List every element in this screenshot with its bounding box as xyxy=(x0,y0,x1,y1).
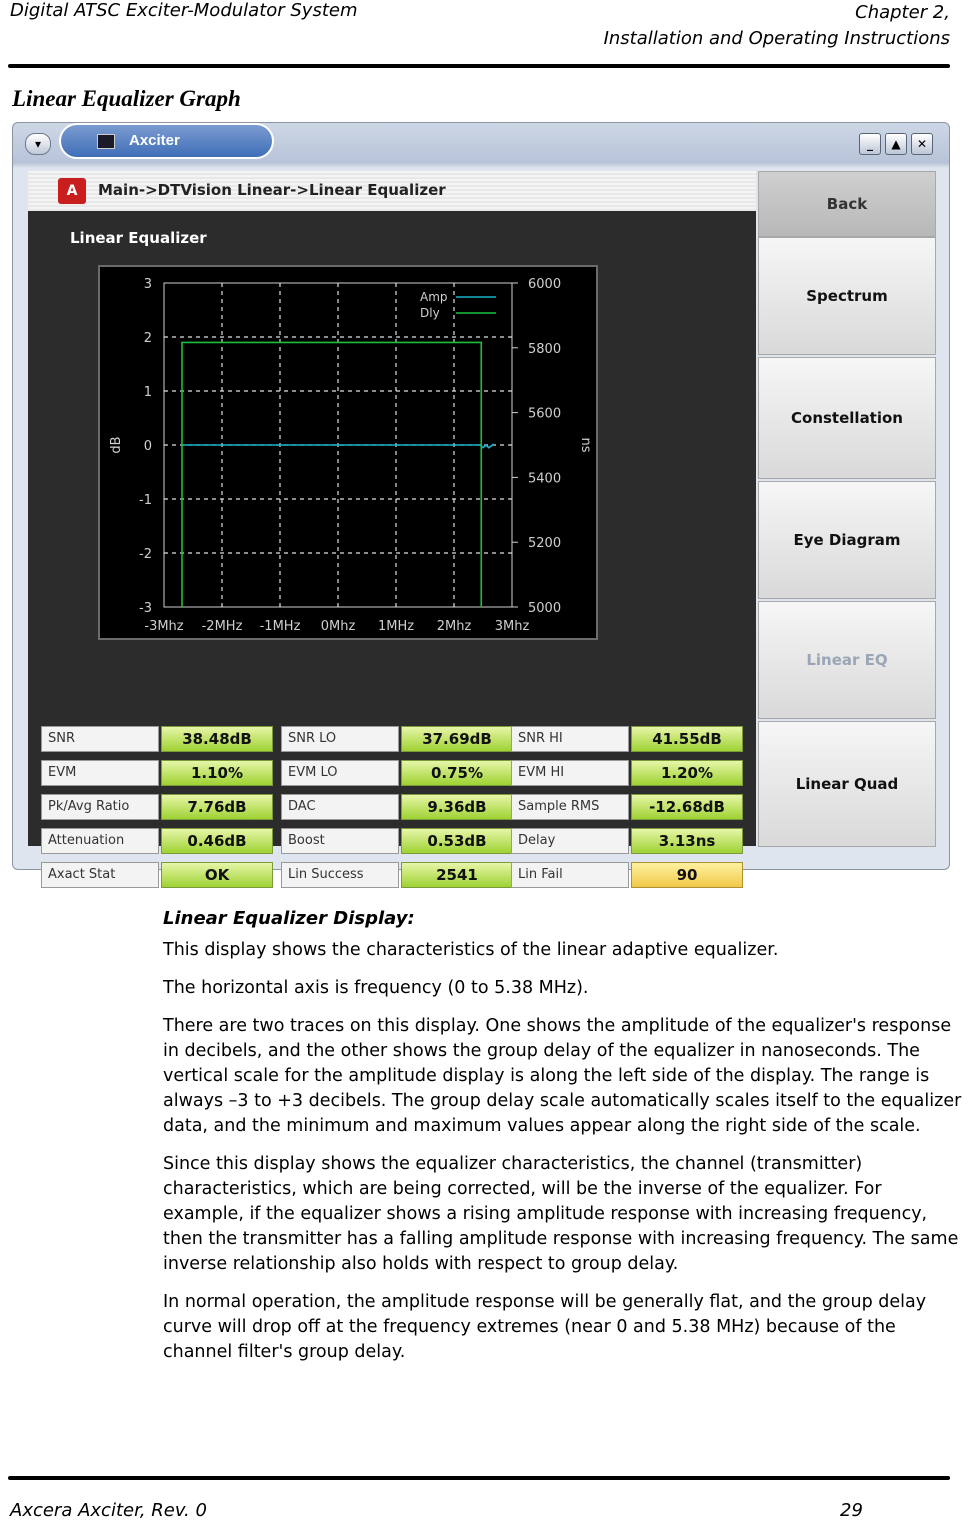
metric-value: 41.55dB xyxy=(631,726,743,752)
metric-label: Lin Fail xyxy=(511,862,629,888)
legend-label: Amp xyxy=(420,290,448,304)
metric-value: 1.20% xyxy=(631,760,743,786)
metric-label: Pk/Avg Ratio xyxy=(41,794,159,820)
y-right-axis-label: ns xyxy=(578,437,593,453)
metric-label: Delay xyxy=(511,828,629,854)
y-right-tick-label: 5200 xyxy=(528,536,562,552)
eye-diagram-button[interactable]: Eye Diagram xyxy=(758,481,936,599)
metric-value: 9.36dB xyxy=(401,794,513,820)
paragraph: In normal operation, the amplitude response will be generally flat, and the group delay curve will drop off at the frequency extremes (near 0 and 5.38 MHz) because of the channel filter's group delay. xyxy=(163,1292,927,1362)
header-document-title: Digital ATSC Exciter-Modulator System xyxy=(10,0,358,21)
x-tick-label: 1MHz xyxy=(377,619,415,634)
header-chapter-title: Installation and Operating Instructions xyxy=(603,28,950,49)
metric-label: SNR xyxy=(41,726,159,752)
equalizer-chart-svg xyxy=(100,267,596,638)
paragraph: There are two traces on this display. One shows the amplitude of the equalizer's response in decibels, and the other shows the group delay of the equalizer in nanoseconds. The vertical scale for the amplitude display is along the left side of the display. The range is always –3 to +3 decibels. The group delay scale automatically scales itself to the equalizer data, and the minimum and maximum values appear along the right side of the scale. xyxy=(163,1016,962,1136)
legend-label: Dly xyxy=(420,306,440,320)
metric-value: 90 xyxy=(631,862,743,888)
panel-title: Linear Equalizer xyxy=(70,229,207,247)
section-title: Linear Equalizer Graph xyxy=(12,86,241,111)
maximize-button[interactable] xyxy=(885,133,907,155)
metric-value: OK xyxy=(161,862,273,888)
constellation-button[interactable]: Constellation xyxy=(758,357,936,479)
metric-label: SNR HI xyxy=(511,726,629,752)
linear-quad-button[interactable]: Linear Quad xyxy=(758,721,936,847)
y-right-tick-label: 5600 xyxy=(528,406,562,422)
x-tick-label: 2Mhz xyxy=(436,619,472,634)
spectrum-button[interactable]: Spectrum xyxy=(758,237,936,355)
metric-label: EVM HI xyxy=(511,760,629,786)
x-tick-label: 0Mhz xyxy=(320,619,356,634)
equalizer-graph xyxy=(98,265,598,640)
paragraph: Since this display shows the equalizer characteristics, the channel (transmitter) characteristics, which are being corrected, will be the inverse of the equalizer. For example, if the equalizer shows a rising amplitude response with increasing frequency, then the transmitter has a falling amplitude response with increasing frequency. The same inverse relationship also holds with respect to group delay. xyxy=(163,1154,959,1274)
header-chapter-number: Chapter 2, xyxy=(855,2,950,23)
chevron-down-icon: ▾ xyxy=(34,137,42,151)
maximize-icon: ▲ xyxy=(891,137,901,151)
y-left-tick-label: -3 xyxy=(139,601,152,616)
x-tick-label: -3Mhz xyxy=(144,619,184,634)
metric-label: EVM LO xyxy=(281,760,399,786)
metric-label: Sample RMS xyxy=(511,794,629,820)
metric-value: 3.13ns xyxy=(631,828,743,854)
x-tick-label: -2MHz xyxy=(201,619,243,634)
y-right-tick-label: 5400 xyxy=(528,471,562,487)
metric-label: Attenuation xyxy=(41,828,159,854)
minimize-button[interactable] xyxy=(859,133,881,155)
metric-label: Boost xyxy=(281,828,399,854)
header-chapter xyxy=(604,0,950,52)
y-left-tick-label: 0 xyxy=(143,439,152,454)
metric-value: 0.53dB xyxy=(401,828,513,854)
y-left-tick-label: -1 xyxy=(139,493,152,508)
metric-value: 38.48dB xyxy=(161,726,273,752)
metric-label: SNR LO xyxy=(281,726,399,752)
series-dly-line xyxy=(182,342,481,607)
metric-label: EVM xyxy=(41,760,159,786)
metric-value: 2541 xyxy=(401,862,513,888)
paragraph: The horizontal axis is frequency (0 to 5.38 MHz). xyxy=(163,978,589,998)
y-right-tick-label: 5000 xyxy=(528,601,562,616)
page-number: 29 xyxy=(840,1500,863,1521)
metric-value: 1.10% xyxy=(161,760,273,786)
window-title: Axciter xyxy=(129,132,180,149)
footer-revision: Axcera Axciter, Rev. 0 xyxy=(10,1500,207,1521)
y-right-tick-label: 5800 xyxy=(528,341,562,357)
linear-equalizer-panel xyxy=(28,171,756,884)
monitor-icon xyxy=(97,134,115,149)
x-tick-label: -1MHz xyxy=(259,619,301,634)
breadcrumb-text: Main->DTVision Linear->Linear Equalizer xyxy=(98,181,446,199)
display-heading: Linear Equalizer Display: xyxy=(163,908,415,929)
minimize-icon: _ xyxy=(867,137,873,151)
close-button[interactable] xyxy=(911,133,933,155)
axcera-logo-icon: A xyxy=(58,178,86,204)
description-body xyxy=(163,938,963,1378)
y-left-axis-label: dB xyxy=(109,436,124,454)
header-rule xyxy=(8,64,950,68)
y-left-tick-label: 1 xyxy=(143,385,152,400)
metric-value: 0.46dB xyxy=(161,828,273,854)
close-icon: ✕ xyxy=(916,137,928,151)
y-left-tick-label: -2 xyxy=(139,547,152,562)
window-title-tab[interactable] xyxy=(59,123,274,159)
footer-rule xyxy=(8,1476,950,1480)
back-button[interactable]: Back xyxy=(758,171,936,237)
metric-value: -12.68dB xyxy=(631,794,743,820)
y-left-tick-label: 2 xyxy=(143,331,152,346)
breadcrumb xyxy=(28,171,756,211)
metric-value: 0.75% xyxy=(401,760,513,786)
x-tick-label: 3Mhz xyxy=(494,619,530,634)
paragraph: This display shows the characteristics of the linear adaptive equalizer. xyxy=(163,940,779,960)
metric-label: Lin Success xyxy=(281,862,399,888)
axciter-window xyxy=(12,122,950,884)
y-right-tick-label: 6000 xyxy=(528,277,562,292)
metric-value: 7.76dB xyxy=(161,794,273,820)
metric-value: 37.69dB xyxy=(401,726,513,752)
metric-label: DAC xyxy=(281,794,399,820)
linear-eq-button: Linear EQ xyxy=(758,601,936,719)
window-menu-button[interactable] xyxy=(25,133,51,155)
metric-label: Axact Stat xyxy=(41,862,159,888)
y-left-tick-label: 3 xyxy=(143,277,152,292)
